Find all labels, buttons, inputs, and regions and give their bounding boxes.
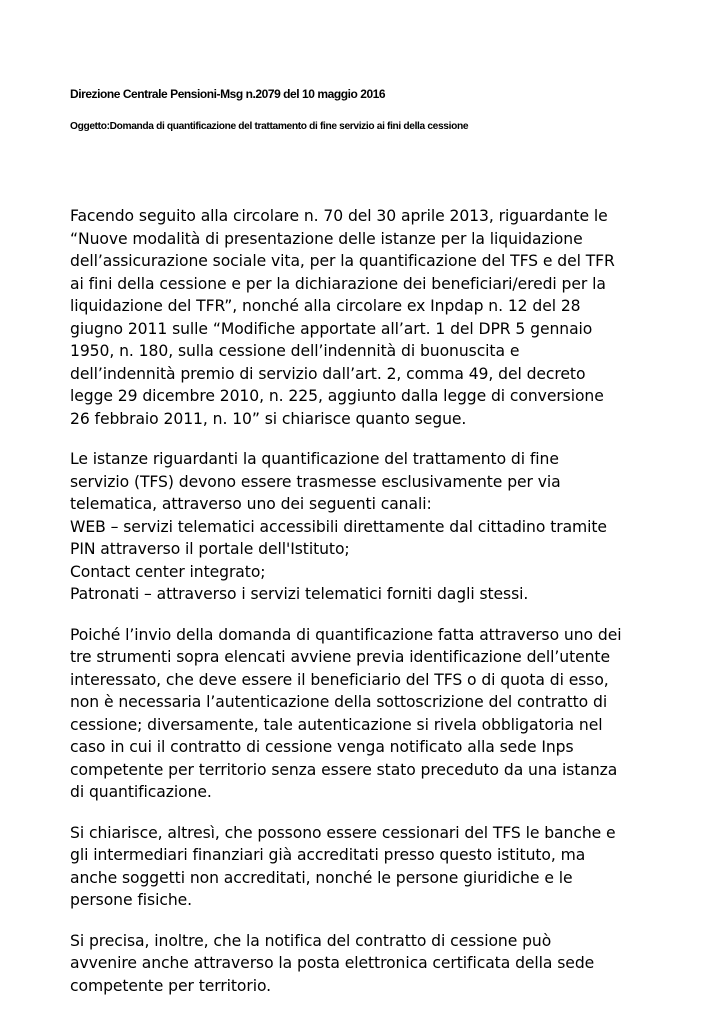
- text-line: Poiché l’invio della domanda di quantificazione fatta attraverso uno dei: [70, 625, 622, 644]
- paragraph-2: [70, 448, 670, 606]
- paragraph-4: [70, 822, 670, 912]
- text-line: 26 febbraio 2011, n. 10” si chiarisce quanto segue.: [70, 409, 467, 428]
- text-line: WEB – servizi telematici accessibili direttamente dal cittadino tramite: [70, 517, 607, 536]
- text-line: anche soggetti non accreditati, nonché le persone giuridiche e le: [70, 868, 573, 887]
- paragraph-5: [70, 930, 670, 998]
- text-line: servizio (TFS) devono essere trasmesse esclusivamente per via: [70, 472, 561, 491]
- text-line: legge 29 dicembre 2010, n. 225, aggiunto dalla legge di conversione: [70, 387, 604, 405]
- paragraph-1: [70, 205, 670, 430]
- text-line: telematica, attraverso uno dei seguenti canali:: [70, 495, 432, 513]
- text-line: interessato, che deve essere il beneficiario del TFS o di quota di esso,: [70, 670, 609, 689]
- paragraph-3: [70, 624, 670, 804]
- text-line: non è necessaria l’autenticazione della sottoscrizione del contratto di: [70, 693, 608, 711]
- text-line: Contact center integrato;: [70, 562, 266, 581]
- text-line: gli intermediari finanziari già accreditati presso questo istituto, ma: [70, 846, 586, 864]
- text-line: dell’indennità premio di servizio dall’art. 2, comma 49, del decreto: [70, 364, 586, 383]
- document-body: [70, 205, 670, 1015]
- text-line: Facendo seguito alla circolare n. 70 del 30 aprile 2013, riguardante le: [70, 207, 608, 225]
- text-line: cessione; diversamente, tale autenticazione si rivela obbligatoria nel: [70, 715, 603, 734]
- text-line: tre strumenti sopra elencati avviene previa identificazione dell’utente: [70, 648, 610, 666]
- text-line: giugno 2011 sulle “Modifiche apportate all’art. 1 del DPR 5 gennaio: [70, 319, 593, 338]
- message-reference: Direzione Centrale Pensioni-Msg n.2079 del 10 maggio 2016: [70, 87, 386, 101]
- text-line: avvenire anche attraverso la posta elettronica certificata della sede: [70, 954, 595, 972]
- text-line: Patronati – attraverso i servizi telematici forniti dagli stessi.: [70, 585, 529, 603]
- text-line: “Nuove modalità di presentazione delle istanze per la liquidazione: [70, 229, 583, 248]
- text-line: Le istanze riguardanti la quantificazione del trattamento di fine: [70, 450, 559, 468]
- text-line: competente per territorio senza essere stato preceduto da una istanza: [70, 760, 618, 779]
- text-line: 1950, n. 180, sulla cessione dell’indennità di buonuscita e: [70, 342, 520, 360]
- text-line: liquidazione del TFR”, nonché alla circolare ex Inpdap n. 12 del 28: [70, 297, 581, 315]
- text-line: Si chiarisce, altresì, che possono essere cessionari del TFS le banche e: [70, 823, 616, 842]
- text-line: caso in cui il contratto di cessione venga notificato alla sede Inps: [70, 738, 574, 756]
- text-line: di quantificazione.: [70, 783, 212, 801]
- text-line: Si precisa, inoltre, che la notifica del contratto di cessione può: [70, 931, 552, 950]
- text-line: ai fini della cessione e per la dichiarazione dei beneficiari/eredi per la: [70, 274, 606, 293]
- text-line: dell’assicurazione sociale vita, per la quantificazione del TFS e del TFR: [70, 252, 615, 270]
- text-line: persone fisiche.: [70, 891, 193, 909]
- text-line: competente per territorio.: [70, 976, 272, 995]
- subject-line: Oggetto:Domanda di quantificazione del trattamento di fine servizio ai fini della cessione: [70, 121, 469, 132]
- text-line: PIN attraverso il portale dell'Istituto;: [70, 540, 350, 558]
